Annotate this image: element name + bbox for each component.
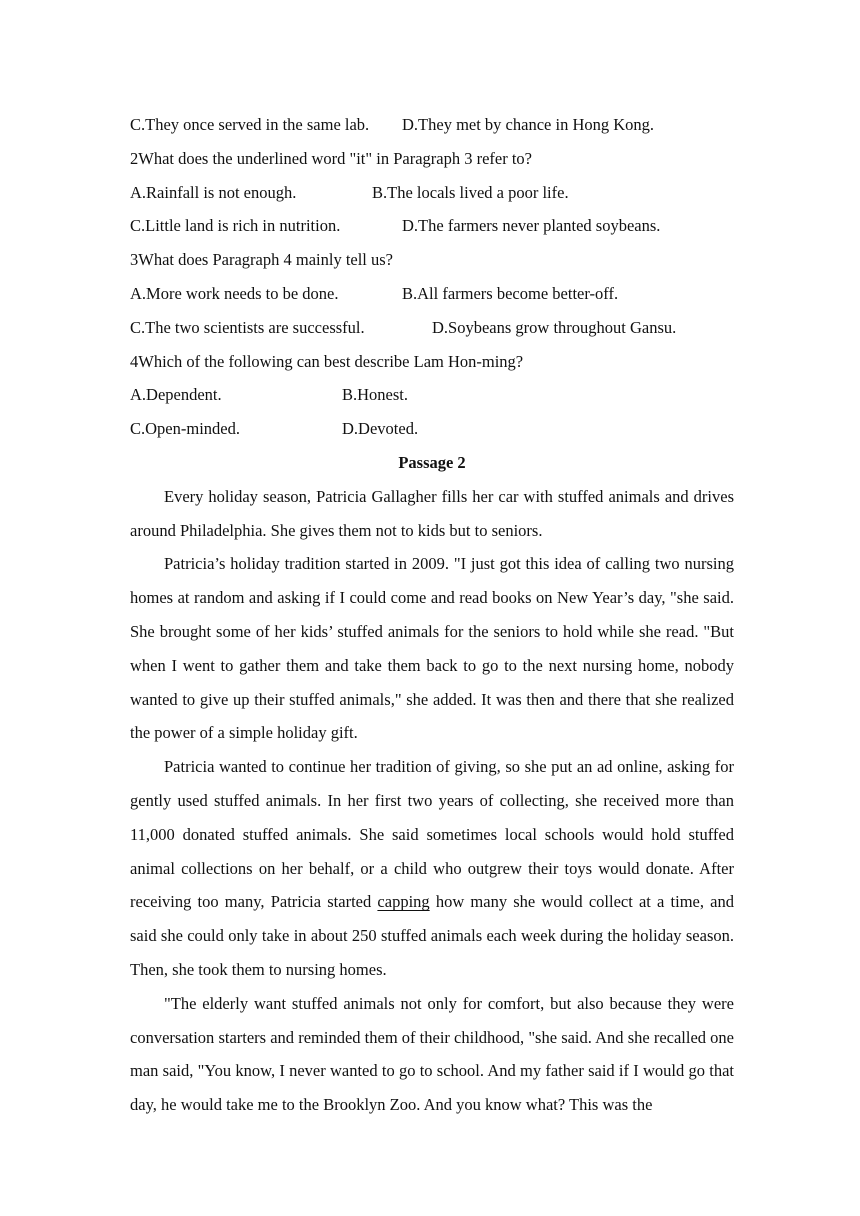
- question-1-option-c: C.They once served in the same lab.: [130, 115, 370, 134]
- passage-paragraph-2: Patricia’s holiday tradition started in 2009. "I just got this idea of calling two nursing homes at random and asking if I could come and read books on New Year’s day, "she said. She brought some of her kids’ stuffed animals for the seniors to hold while she read. "But when I went to gather them and take them back to go to the next nursing home, nobody wanted to give up their stuffed animals," she added. It was then and there that she realized the power of a simple holiday gift.: [130, 554, 734, 743]
- question-2-text: 2What does the underlined word "it" in Paragraph 3 refer to?: [130, 148, 533, 168]
- passage-paragraph-3: [130, 750, 734, 987]
- underlined-word: capping: [377, 892, 430, 912]
- question-2-option-c: C.Little land is rich in nutrition.: [130, 216, 341, 236]
- question-1-option-d: D.They met by chance in Hong Kong.: [402, 115, 655, 134]
- question-4-option-d: D.Devoted.: [342, 419, 419, 439]
- question-4-options-ab: [130, 378, 734, 412]
- question-3-option-d: D.Soybeans grow throughout Gansu.: [432, 317, 677, 337]
- question-3-option-c: C.The two scientists are successful.: [130, 317, 365, 337]
- page-content: [130, 108, 734, 1122]
- paragraph-3-text-after: how many she would collect at a time, and said she could only take in about 250 stuffed animals each week during the holiday season. Then, she took them to nursing homes.: [130, 892, 734, 979]
- question-2-options-cd: [130, 209, 734, 243]
- passage-paragraph-1: Every holiday season, Patricia Gallagher fills her car with stuffed animals and drives around Philadelphia. She gives them not to kids but to seniors.: [130, 486, 734, 540]
- question-4-option-b: B.Honest.: [342, 385, 408, 405]
- question-3-option-a: A.More work needs to be done.: [130, 283, 339, 303]
- question-4-option-a: A.Dependent.: [130, 385, 222, 405]
- paragraph-3-text-before: Patricia wanted to continue her tradition of giving, so she put an ad online, asking for gently used stuffed animals. In her first two years of collecting, she received more than 11,000 donated stuffed animals. She said sometimes local schools would hold stuffed animal collections on her behalf, or a child who outgrew their toys would donate. After receiving too many, Patricia started: [130, 757, 734, 912]
- question-4-text: 4Which of the following can best describe Lam Hon-ming?: [130, 351, 524, 371]
- question-2-option-a: A.Rainfall is not enough.: [130, 182, 297, 202]
- question-2-options-ab: [130, 176, 734, 210]
- question-4-options-cd: [130, 412, 734, 446]
- question-2-option-b: B.The locals lived a poor life.: [372, 182, 569, 202]
- question-3-text: 3What does Paragraph 4 mainly tell us?: [130, 250, 394, 270]
- passage-title: Passage 2: [398, 452, 466, 472]
- passage-paragraph-4: "The elderly want stuffed animals not only for comfort, but also because they were conversation starters and reminded them of their childhood, "she said. And she recalled one man said, "You know, I never wanted to go to school. And my father said if I would go that day, he would take me to the Brooklyn Zoo. And you know what? This was the: [130, 993, 734, 1115]
- question-1-options-cd: [130, 108, 734, 142]
- question-3-options-cd: [130, 311, 734, 345]
- question-3-options-ab: [130, 277, 734, 311]
- question-2-option-d: D.The farmers never planted soybeans.: [402, 216, 661, 236]
- question-4-option-c: C.Open-minded.: [130, 419, 240, 439]
- question-3-option-b: B.All farmers become better-off.: [402, 283, 619, 303]
